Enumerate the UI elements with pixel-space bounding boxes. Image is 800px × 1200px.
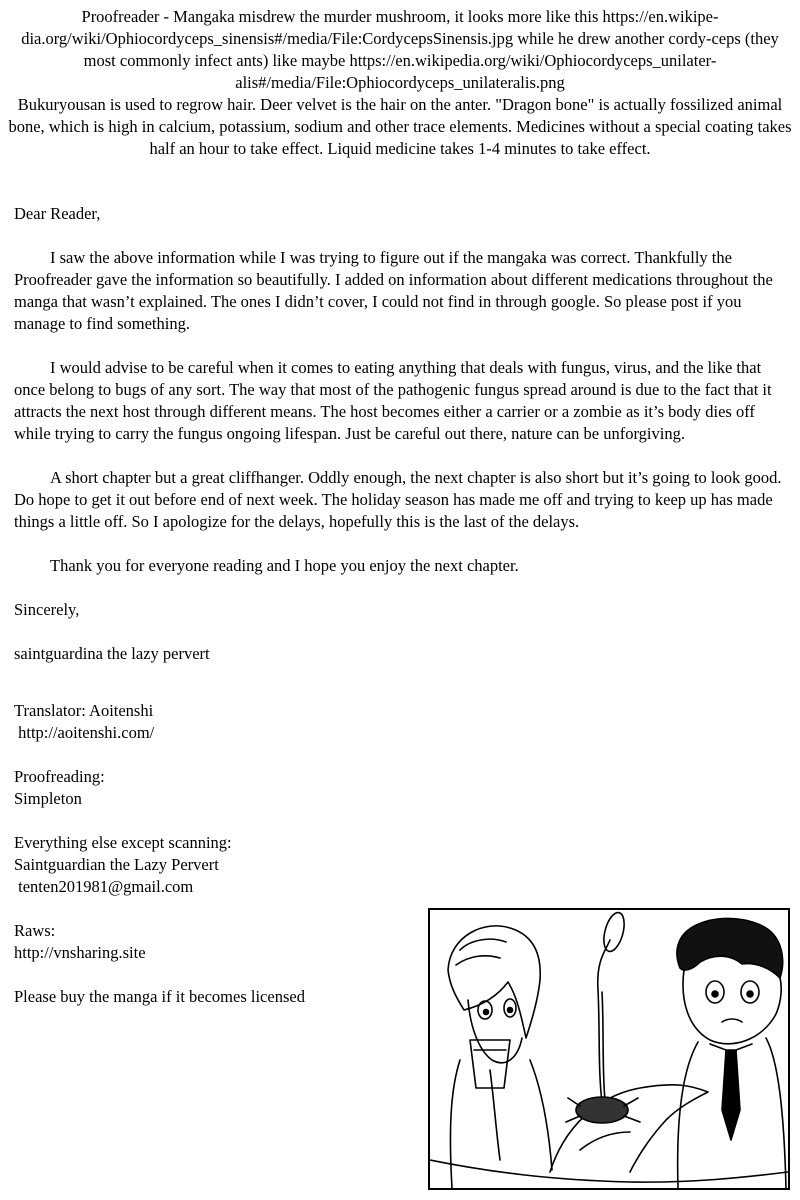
notes-section — [8, 6, 792, 160]
left-character-hair — [448, 926, 540, 1038]
manga-panel — [428, 908, 790, 1190]
insect-body — [576, 1097, 628, 1123]
proofreading-label: Proofreading: — [14, 767, 105, 786]
left-character-face — [468, 1000, 522, 1063]
everything-name: Saintguardian the Lazy Pervert — [14, 855, 219, 874]
letter-signature: saintguardina the lazy pervert — [14, 644, 210, 663]
letter-paragraph: I saw the above information while I was trying to figure out if the mangaka was correct. Thankfully the Proofreader gave the information so beautifully. I added on information about different medications throughout the manga that wasn’t explained. The ones I didn’t cover, I could not find in through google. So please post if you manage to find something. — [14, 248, 773, 333]
manga-panel-illustration — [430, 910, 788, 1188]
letter-paragraph: Thank you for everyone reading and I hope you enjoy the next chapter. — [50, 556, 519, 575]
translator-url[interactable]: http://aoitenshi.com/ — [14, 723, 155, 742]
raws-label: Raws: — [14, 921, 56, 940]
proofreader-note: Proofreader - Mangaka misdrew the murder mushroom, it looks more like this https://en.wikipe-dia.org/wiki/Ophiocordyceps_sinensis#/media/File:CordycepsSinensis.jpg while he drew another cordy-ceps (they most commonly infect ants) like maybe https://en.wikipedia.org/wiki/Ophiocordyceps_unilater-alis#/media/File:Ophiocordyceps_unilateralis.png — [21, 7, 779, 92]
letter-closing: Sincerely, — [14, 600, 80, 619]
proofreading-name: Simpleton — [14, 789, 82, 808]
letter-section — [14, 203, 792, 687]
letter-paragraph: A short chapter but a great cliffhanger. Oddly enough, the next chapter is also short but it’s going to look good. Do hope to get it out before end of next week. The holiday season has made me off and trying to keep up has made things a little off. So I apologize for the delays, hopefully this is the last of the delays. — [14, 468, 782, 531]
necktie — [722, 1050, 740, 1140]
right-character-hair — [677, 918, 783, 978]
everything-credit — [14, 832, 414, 898]
license-note — [14, 986, 414, 1008]
translator-credit — [14, 700, 414, 744]
raws-credit — [14, 920, 414, 964]
credits-section — [14, 700, 414, 1030]
letter-paragraph: I would advise to be careful when it comes to eating anything that deals with fungus, virus, and the like that once belong to bugs of any sort. The way that most of the pathogenic fungus spread around is due to the fact that it attracts the next host through different means. The host becomes either a carrier or a zombie as it’s body dies off while trying to carry the fungus ongoing lifespan. Just be careful out there, nature can be unforgiving. — [14, 358, 772, 443]
open-hand — [550, 1085, 708, 1172]
letter-greeting: Dear Reader, — [14, 204, 101, 223]
translator-label: Translator: Aoitenshi — [14, 701, 154, 720]
cup — [470, 1040, 510, 1088]
everything-label: Everything else except scanning: — [14, 833, 232, 852]
everything-email[interactable]: tenten201981@gmail.com — [14, 877, 194, 896]
raws-url[interactable]: http://vnsharing.site — [14, 943, 146, 962]
cordyceps-head — [600, 910, 628, 953]
right-character-face — [683, 970, 781, 1044]
license-note-text: Please buy the manga if it becomes licensed — [14, 987, 305, 1006]
proofreading-credit — [14, 766, 414, 810]
medicine-note: Bukuryousan is used to regrow hair. Deer velvet is the hair on the anter. "Dragon bone" is actually fossilized animal bone, which is high in calcium, potassium, sodium and other trace elements. Medicines without a special coating takes half an hour to take effect. Liquid medicine takes 1-4 minutes to take effect. — [8, 95, 792, 158]
